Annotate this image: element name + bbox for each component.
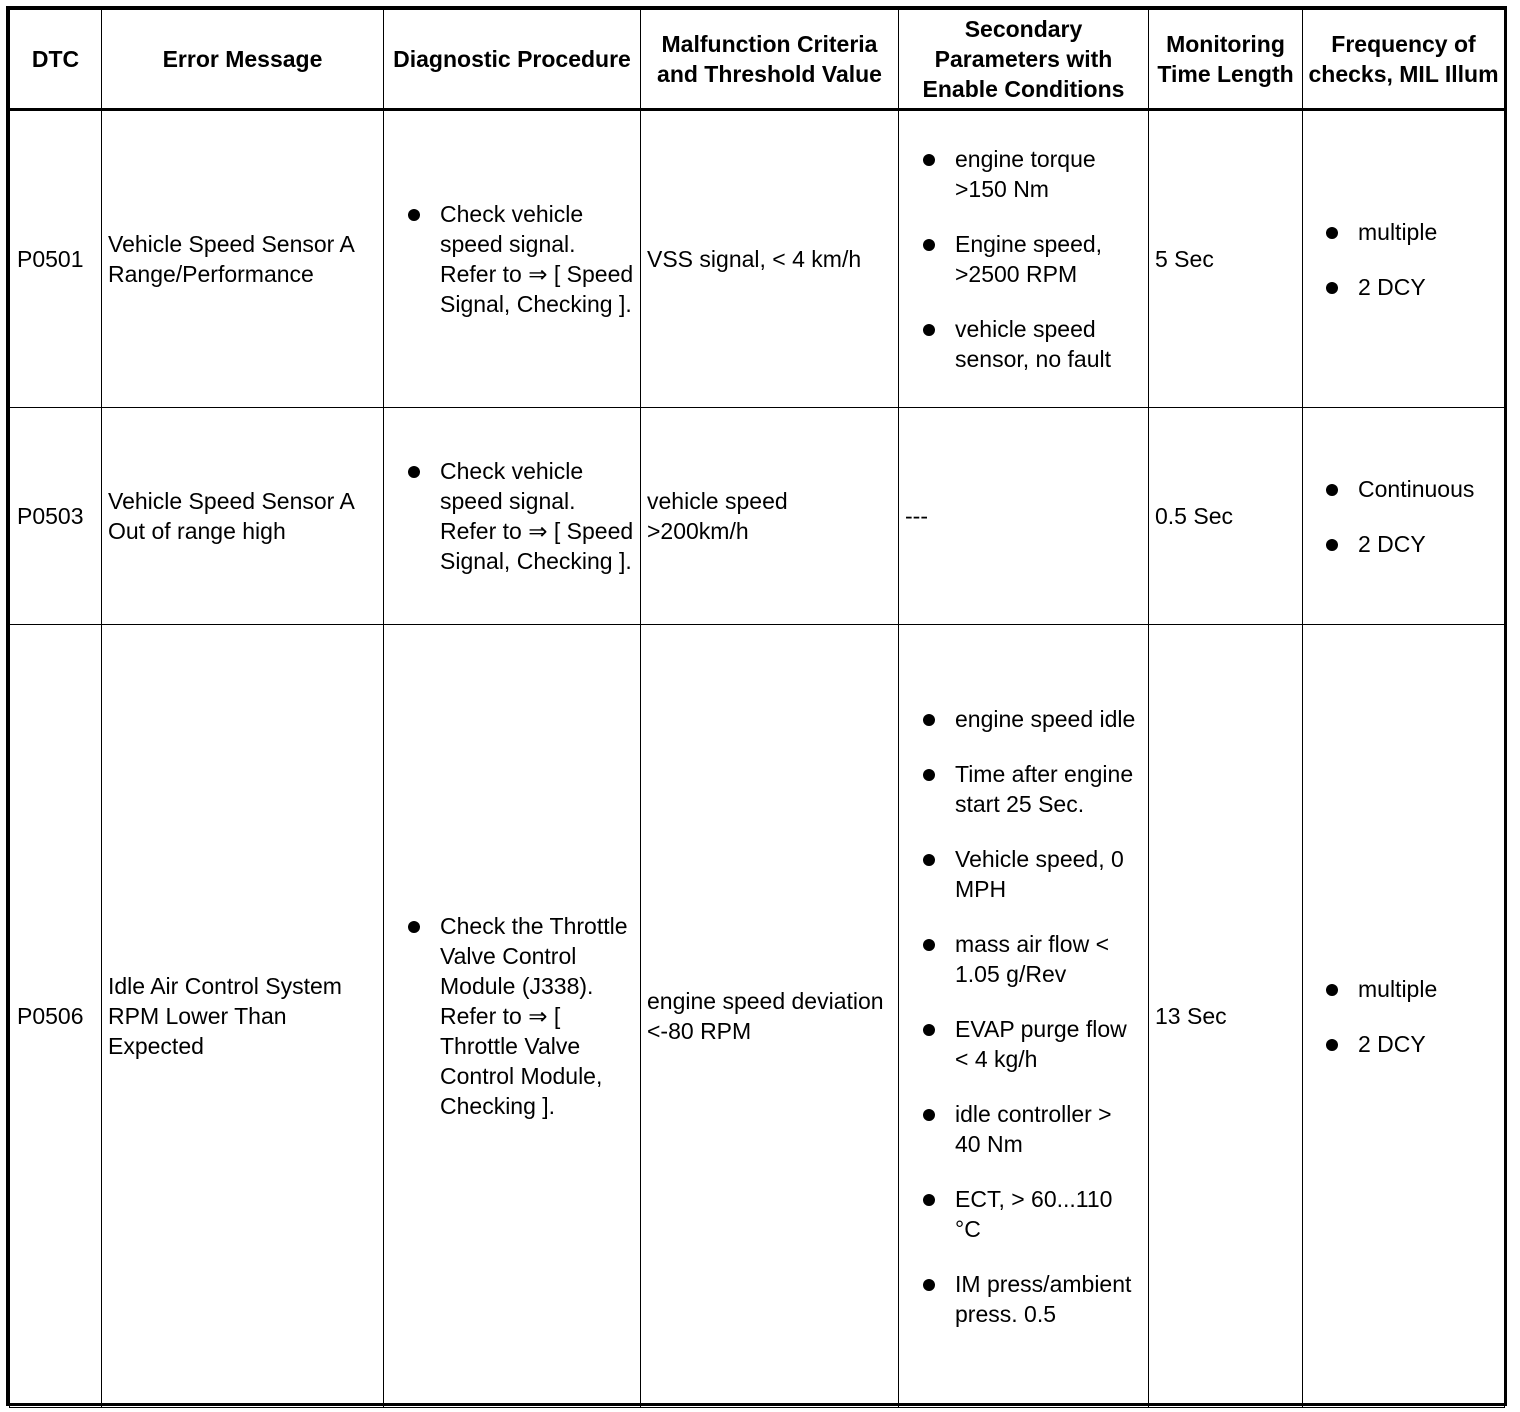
header-monitoring-time: Monitoring Time Length	[1149, 10, 1303, 110]
parameter-item: mass air flow < 1.05 g/Rev	[905, 929, 1142, 989]
frequency-item: multiple	[1309, 974, 1498, 1004]
error-message: Vehicle Speed Sensor A Out of range high	[102, 408, 384, 625]
parameter-item: IM press/ambient press. 0.5	[905, 1269, 1142, 1329]
diagnostic-procedure	[384, 625, 641, 1408]
procedure-item: Check vehicle speed signal. Refer to ⇒ [ Speed Signal, Checking ].	[390, 199, 634, 319]
error-message: Vehicle Speed Sensor A Range/Performance	[102, 110, 384, 408]
procedure-item: Check the Throttle Valve Control Module (J338). Refer to ⇒ [ Throttle Valve Control Module, Checking ].	[390, 911, 634, 1121]
dtc-table	[9, 9, 1505, 1408]
frequency-item: multiple	[1309, 217, 1498, 247]
parameter-item: idle controller > 40 Nm	[905, 1099, 1142, 1159]
malfunction-criteria: VSS signal, < 4 km/h	[641, 110, 899, 408]
secondary-parameters	[899, 625, 1149, 1408]
malfunction-criteria: engine speed deviation <-80 RPM	[641, 625, 899, 1408]
parameter-item: EVAP purge flow < 4 kg/h	[905, 1014, 1142, 1074]
frequency-item: 2 DCY	[1309, 1029, 1498, 1059]
dtc-code: P0506	[10, 625, 102, 1408]
secondary-parameters	[899, 110, 1149, 408]
header-dtc: DTC	[10, 10, 102, 110]
header-frequency: Frequency of checks, MIL Illum	[1303, 10, 1505, 110]
parameter-item: engine speed idle	[905, 704, 1142, 734]
parameter-item: engine torque >150 Nm	[905, 144, 1142, 204]
parameter-item: ECT, > 60...110 °C	[905, 1184, 1142, 1244]
parameter-item: Vehicle speed, 0 MPH	[905, 844, 1142, 904]
table-row	[10, 110, 1505, 408]
diagnostic-procedure	[384, 408, 641, 625]
check-frequency	[1303, 408, 1505, 625]
frequency-item: 2 DCY	[1309, 272, 1498, 302]
error-message: Idle Air Control System RPM Lower Than Expected	[102, 625, 384, 1408]
header-diagnostic-procedure: Diagnostic Procedure	[384, 10, 641, 110]
monitoring-time: 13 Sec	[1149, 625, 1303, 1408]
procedure-item: Check vehicle speed signal. Refer to ⇒ [ Speed Signal, Checking ].	[390, 456, 634, 576]
header-malfunction-criteria: Malfunction Criteria and Threshold Value	[641, 10, 899, 110]
monitoring-time: 5 Sec	[1149, 110, 1303, 408]
parameter-item: vehicle speed sensor, no fault	[905, 314, 1142, 374]
dtc-code: P0501	[10, 110, 102, 408]
frequency-item: Continuous	[1309, 474, 1498, 504]
diagnostic-procedure	[384, 110, 641, 408]
header-secondary-parameters: Secondary Parameters with Enable Conditions	[899, 10, 1149, 110]
header-error-message: Error Message	[102, 10, 384, 110]
parameter-item: Engine speed, >2500 RPM	[905, 229, 1142, 289]
monitoring-time: 0.5 Sec	[1149, 408, 1303, 625]
dtc-table-frame	[6, 6, 1507, 1406]
check-frequency	[1303, 625, 1505, 1408]
table-row	[10, 625, 1505, 1408]
table-row	[10, 408, 1505, 625]
header-row	[10, 10, 1505, 110]
malfunction-criteria: vehicle speed >200km/h	[641, 408, 899, 625]
dtc-code: P0503	[10, 408, 102, 625]
check-frequency	[1303, 110, 1505, 408]
parameter-item: Time after engine start 25 Sec.	[905, 759, 1142, 819]
frequency-item: 2 DCY	[1309, 529, 1498, 559]
secondary-parameters: ---	[899, 408, 1149, 625]
